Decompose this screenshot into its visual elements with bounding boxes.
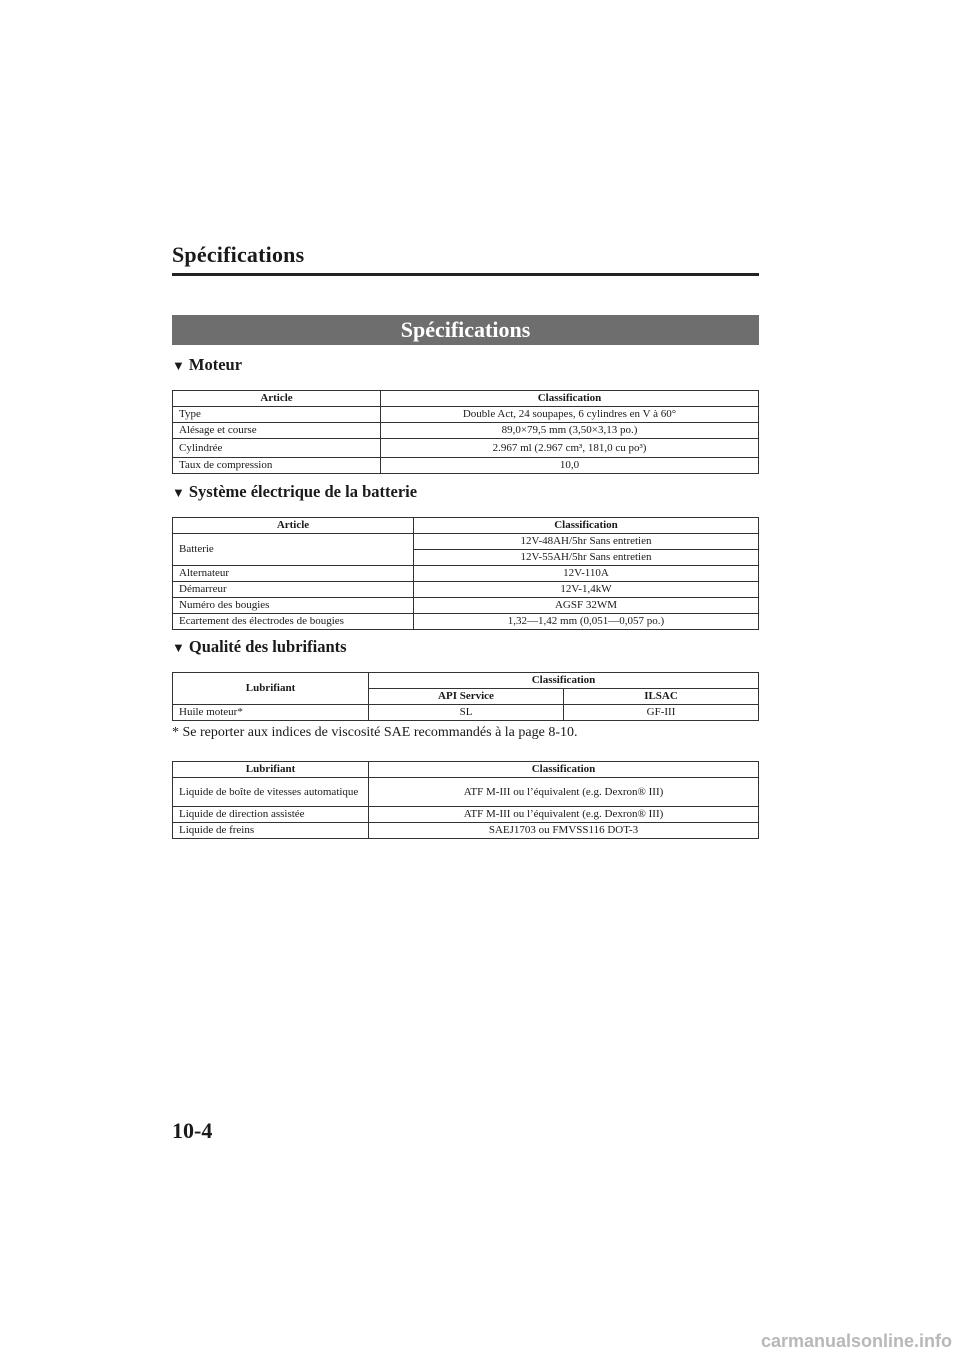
fluid-spec-table (172, 761, 759, 839)
section-heading-batterie: ▼ Système électrique de la batterie (172, 482, 418, 501)
row-value: 1,32—1,42 mm (0,051—0,057 po.) (414, 614, 759, 630)
section-heading-moteur: ▼ Moteur (172, 355, 243, 374)
table-row (173, 598, 759, 614)
row-value: ATF M-III ou l’équivalent (e.g. Dexron® III) (369, 807, 759, 823)
column-header-article: Article (173, 518, 414, 534)
triangle-down-icon: ▼ (172, 358, 185, 373)
row-label: Alternateur (173, 566, 414, 582)
row-value: Double Act, 24 soupapes, 6 cylindres en V à 60° (381, 407, 759, 423)
triangle-down-icon: ▼ (172, 640, 185, 655)
table-row (173, 534, 759, 550)
row-label: Type (173, 407, 381, 423)
column-header-api-service: API Service (369, 689, 564, 705)
row-label: Huile moteur* (173, 705, 369, 721)
table-row (173, 458, 759, 474)
row-label: Liquide de freins (173, 823, 369, 839)
page-title: Spécifications (172, 242, 305, 267)
table-row (173, 566, 759, 582)
row-label: Démarreur (173, 582, 414, 598)
footnote: * Se reporter aux indices de viscosité SAE recommandés à la page 8-10. (172, 725, 578, 740)
column-header-ilsac: ILSAC (564, 689, 759, 705)
row-label: Cylindrée (173, 439, 381, 458)
column-header-classification: Classification (414, 518, 759, 534)
engine-spec-table (172, 390, 759, 474)
column-header-lubrifiant: Lubrifiant (173, 673, 369, 705)
row-value-api: SL (369, 705, 564, 721)
row-value: 10,0 (381, 458, 759, 474)
row-value: SAEJ1703 ou FMVSS116 DOT-3 (369, 823, 759, 839)
column-header-classification: Classification (369, 673, 759, 689)
row-label: Batterie (173, 534, 414, 566)
row-value: 12V-110A (414, 566, 759, 582)
triangle-down-icon: ▼ (172, 485, 185, 500)
row-label: Alésage et course (173, 423, 381, 439)
row-value: 12V-1,4kW (414, 582, 759, 598)
table-row (173, 807, 759, 823)
lubricant-spec-table (172, 672, 759, 721)
table-row (173, 407, 759, 423)
row-value: 12V-55AH/5hr Sans entretien (414, 550, 759, 566)
table-row (173, 705, 759, 721)
row-label: Ecartement des électrodes de bougies (173, 614, 414, 630)
battery-spec-table (172, 517, 759, 630)
row-value: ATF M-III ou l’équivalent (e.g. Dexron® III) (369, 778, 759, 807)
table-row (173, 823, 759, 839)
row-label: Liquide de direction assistée (173, 807, 369, 823)
title-rule (172, 273, 759, 276)
column-header-lubrifiant: Lubrifiant (173, 762, 369, 778)
section-heading-lubrifiants: ▼ Qualité des lubrifiants (172, 637, 347, 656)
page-number: 10-4 (172, 1118, 213, 1143)
table-row (173, 582, 759, 598)
row-value: 2.967 ml (2.967 cm³, 181,0 cu po³) (381, 439, 759, 458)
table-row (173, 439, 759, 458)
row-value: AGSF 32WM (414, 598, 759, 614)
table-row (173, 423, 759, 439)
column-header-classification: Classification (369, 762, 759, 778)
row-label: Taux de compression (173, 458, 381, 474)
row-label: Numéro des bougies (173, 598, 414, 614)
column-header-classification: Classification (381, 391, 759, 407)
table-row (173, 614, 759, 630)
table-row (173, 778, 759, 807)
watermark: carmanualsonline.info (760, 1331, 952, 1351)
column-header-article: Article (173, 391, 381, 407)
row-label: Liquide de boîte de vitesses automatique (173, 778, 369, 807)
section-banner: Spécifications (172, 315, 759, 345)
row-value: 12V-48AH/5hr Sans entretien (414, 534, 759, 550)
row-value-ilsac: GF-III (564, 705, 759, 721)
row-value: 89,0×79,5 mm (3,50×3,13 po.) (381, 423, 759, 439)
